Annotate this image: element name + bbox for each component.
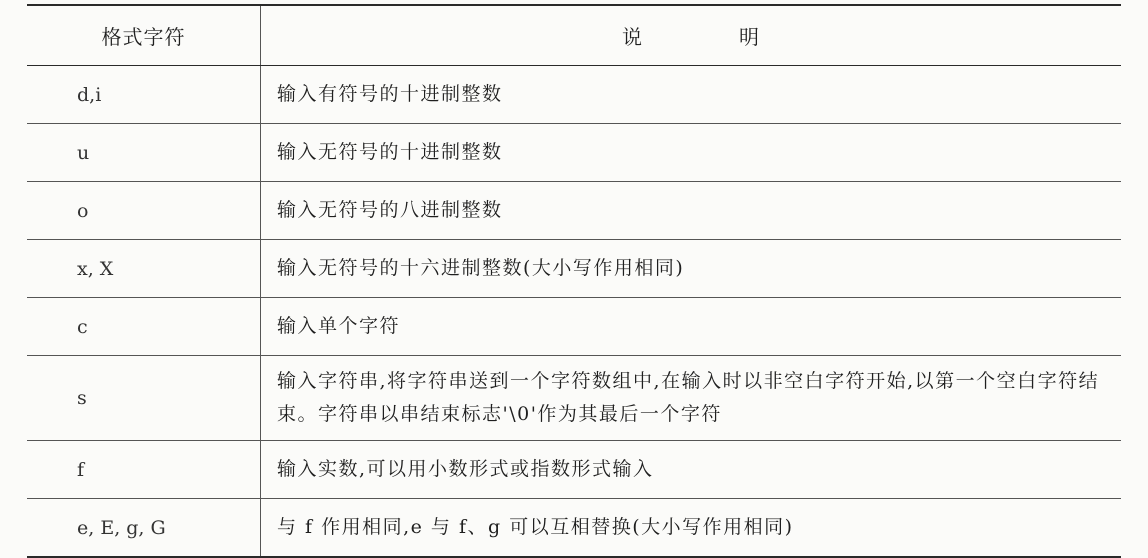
description-cell: 输入无符号的十进制整数 <box>261 124 1122 182</box>
description-cell: 输入单个字符 <box>261 298 1122 356</box>
header-description-part1: 说 <box>622 25 643 49</box>
table-row <box>27 499 1121 558</box>
table-row <box>27 182 1121 240</box>
format-cell: s <box>27 356 261 441</box>
header-format-character: 格式字符 <box>27 5 261 66</box>
table-row <box>27 441 1121 499</box>
format-cell: c <box>27 298 261 356</box>
table-row <box>27 298 1121 356</box>
description-cell: 输入无符号的十六进制整数(大小写作用相同) <box>261 240 1122 298</box>
description-cell: 输入字符串,将字符串送到一个字符数组中,在输入时以非空白字符开始,以第一个空白字符结束。字符串以串结束标志'\0'作为其最后一个字符 <box>261 356 1122 441</box>
table-row <box>27 240 1121 298</box>
table-row <box>27 356 1121 441</box>
description-cell: 输入无符号的八进制整数 <box>261 182 1122 240</box>
header-description <box>261 5 1122 66</box>
table-row <box>27 124 1121 182</box>
table-header-row <box>27 5 1121 66</box>
table-row <box>27 66 1121 124</box>
format-cell: o <box>27 182 261 240</box>
description-cell: 与 f 作用相同,e 与 f、g 可以互相替换(大小写作用相同) <box>261 499 1122 558</box>
format-cell: d,i <box>27 66 261 124</box>
format-cell: x, X <box>27 240 261 298</box>
format-cell: u <box>27 124 261 182</box>
format-cell: f <box>27 441 261 499</box>
description-cell: 输入实数,可以用小数形式或指数形式输入 <box>261 441 1122 499</box>
header-description-part2: 明 <box>739 25 760 49</box>
format-character-table <box>27 4 1121 558</box>
format-cell: e, E, g, G <box>27 499 261 558</box>
description-cell: 输入有符号的十进制整数 <box>261 66 1122 124</box>
